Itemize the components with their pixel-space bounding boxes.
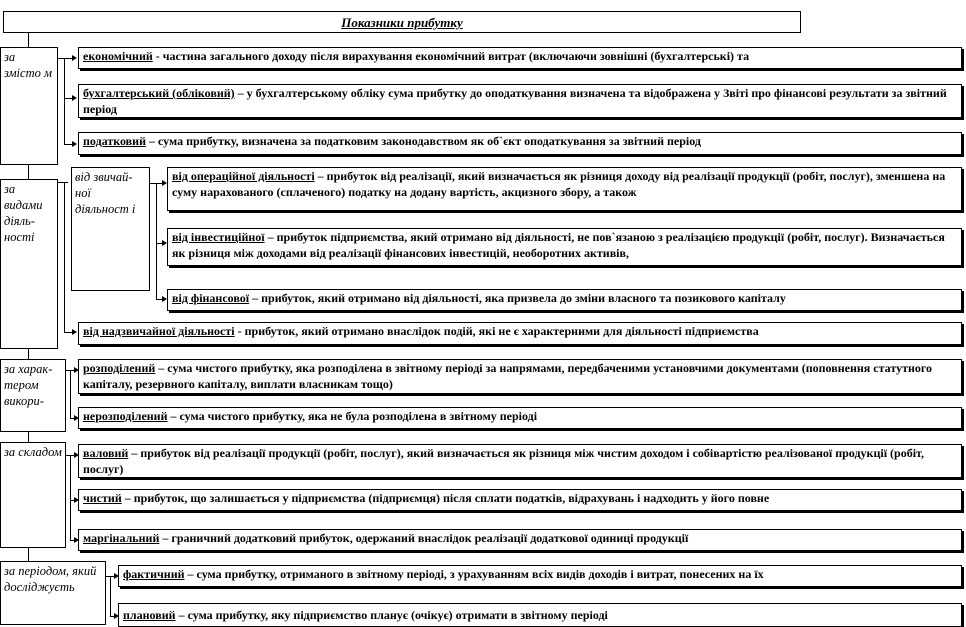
- term: плановий: [123, 608, 176, 622]
- arrow-head: [72, 329, 77, 335]
- term: від операційної діяльності: [172, 169, 315, 183]
- connector: [66, 370, 74, 371]
- definition-text: – прибуток підприємства, який отримано від діяльності, не пов`язаною з реалізацією продукції (робіт, послуг). Визначається як різниця між доходами від реалізації фінансових інвестицій, необоротних активів,: [172, 230, 945, 260]
- definition-box: [167, 228, 962, 266]
- term: від фінансової: [172, 291, 250, 305]
- definition-text: – у бухгалтерському обліку сума прибутку до оподаткування визначена та відображена у Звіті про фінансові результати за звітний період: [83, 86, 947, 116]
- arrow-head: [72, 55, 77, 61]
- definition-text: - прибуток, який отримано внаслідок подій, які не є характерними для діяльності підприємства: [234, 324, 759, 338]
- connector: [66, 455, 74, 456]
- category-label: за харак-тером викори-: [4, 362, 53, 408]
- connector: [28, 432, 29, 442]
- term: податковий: [83, 134, 146, 148]
- category-usage: [0, 359, 66, 432]
- connector: [28, 33, 29, 47]
- definition-text: – прибуток, який отримано від діяльності, яка призвела до зміни власного та позикового капіталу: [249, 291, 786, 305]
- definition-text: – граничний додатковий прибуток, одержаний внаслідок реалізації додаткової одиниці продукції: [159, 531, 689, 545]
- definition-text: – сума прибутку, яку підприємство планує (очікує) отримати в звітному періоді: [175, 608, 608, 622]
- term: бухгалтерський (обліковий): [83, 86, 235, 100]
- category-content: [0, 47, 58, 165]
- connector: [70, 455, 71, 540]
- definition-box: [167, 289, 962, 311]
- connector: [70, 370, 71, 418]
- definition-text: – сума чистого прибутку, яка розподілена в звітному періоді за напрямами, передбаченими установчими документами (поповнення статутного капіталу, резервного капіталу, виплати власникам тощо): [83, 361, 933, 391]
- definition-box: [118, 603, 962, 627]
- category-label: за складом: [4, 445, 62, 459]
- definition-box: [167, 167, 962, 211]
- definition-box: [78, 489, 962, 511]
- category-label: за періодом, який досліджуєть: [4, 564, 97, 594]
- definition-box: [78, 47, 962, 69]
- connector: [28, 548, 29, 561]
- term: нерозподілений: [83, 409, 168, 423]
- diagram-title: [3, 11, 801, 33]
- connector: [64, 144, 72, 145]
- connector: [156, 183, 157, 299]
- connector: [150, 183, 162, 184]
- arrow-head: [72, 141, 77, 147]
- definition-box: [78, 407, 962, 429]
- definition-box: [78, 359, 962, 394]
- connector: [28, 349, 29, 359]
- diagram-title-text: Показники прибутку: [341, 15, 463, 30]
- definition-text: – сума прибутку, отриманого в звітному періоді, з урахуванням всіх видів доходів і витрат, понесених на їх: [184, 567, 764, 581]
- category-period: [0, 561, 106, 625]
- term: фактичний: [123, 567, 185, 581]
- term: чистий: [83, 491, 122, 505]
- connector: [58, 182, 68, 183]
- category-composition: [0, 442, 66, 548]
- subcategory-label: від звичай-ної діяльност і: [75, 170, 136, 216]
- term: валовий: [83, 446, 129, 460]
- term: економічний: [83, 49, 153, 63]
- definition-box: [78, 322, 962, 345]
- term: від надзвичайної діяльності: [83, 324, 235, 338]
- definition-box: [78, 132, 962, 155]
- connector: [28, 165, 29, 179]
- connector: [110, 576, 111, 616]
- definition-text: – сума прибутку, визначена за податковим законодавством як об`єкт оподаткування за звітний період: [146, 134, 701, 148]
- category-label: за видами діяль-ності: [4, 182, 43, 244]
- connector: [64, 332, 72, 333]
- connector: [58, 58, 72, 59]
- definition-text: – прибуток від реалізації, який визначається як різниця доходу від реалізації продукції (робіт, послуг), зменшена на суму нарахованого (сплаченого) податку на додану вартість, акцизного збору, а також: [172, 169, 946, 199]
- subcategory-ordinary: [71, 167, 150, 291]
- connector: [106, 576, 114, 577]
- definition-text: – сума чистого прибутку, яка не була розподілена в звітному періоді: [167, 409, 538, 423]
- definition-text: - частина загального доходу після вирахування економічний витрат (включаючи зовнішні (бухгалтерські) та: [152, 49, 750, 63]
- category-activity: [0, 179, 58, 349]
- connector: [64, 182, 65, 332]
- term: від інвестиційної: [172, 230, 265, 244]
- definition-box: [78, 529, 962, 551]
- connector: [64, 98, 72, 99]
- connector: [64, 58, 65, 144]
- definition-box: [78, 84, 962, 118]
- term: розподілений: [83, 361, 156, 375]
- arrow-head: [72, 95, 77, 101]
- category-label: за змісто м: [4, 50, 52, 80]
- definition-box: [118, 565, 962, 587]
- term: маргінальний: [83, 531, 160, 545]
- definition-text: – прибуток від реалізації продукції (робіт, послуг), який визначається як різниця між чистим доходом і собівартістю реалізованої продукції (робіт, послуг): [83, 446, 925, 476]
- definition-box: [78, 444, 962, 478]
- definition-text: – прибуток, що залишається у підприємства (підприємця) після сплати податків, відрахувань і надходить у його повне: [121, 491, 770, 505]
